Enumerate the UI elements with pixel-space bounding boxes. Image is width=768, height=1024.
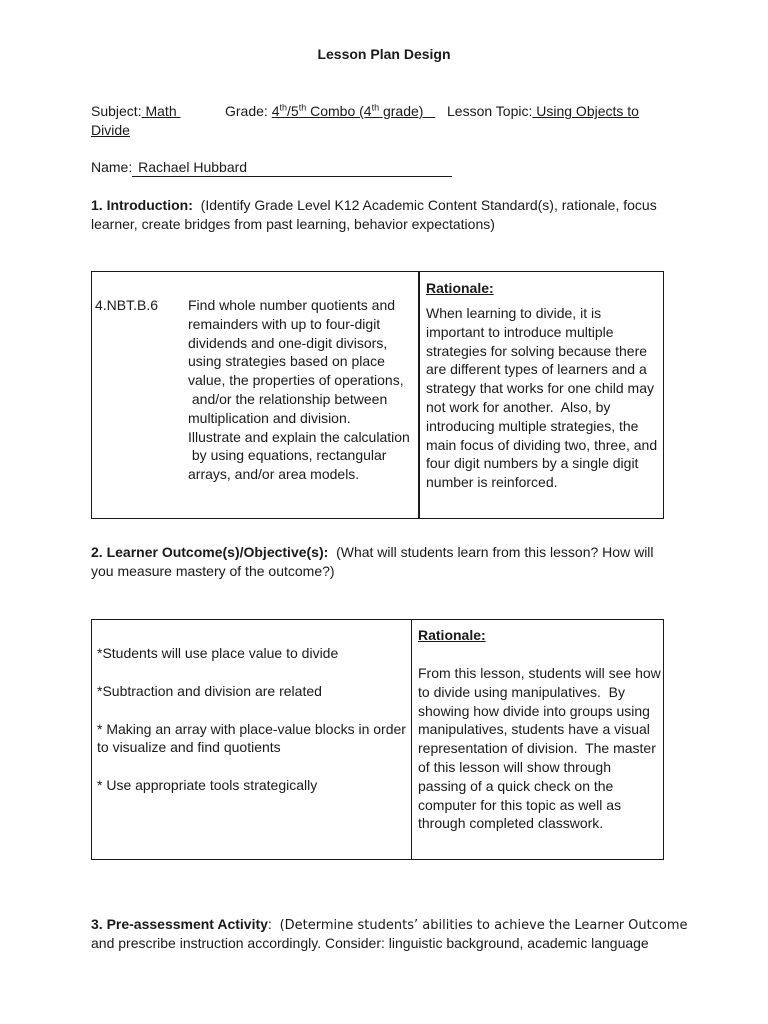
- rationale-text: When learning to divide, it is important to introduce multiple strategies for solving because there are different types of learners and a strategy that works for one child may not work for another. Also, by introducing multiple strategies, the main focus of dividing two, three, and four digit numbers by a single digit number is reinforced.: [426, 305, 658, 491]
- objective-item: * Making an array with place-value blocks in order: [97, 720, 406, 737]
- topic-field: [447, 102, 639, 120]
- section2-desc-2: you measure mastery of the outcome?): [91, 563, 335, 579]
- section2-heading: 2. Learner Outcome(s)/Objective(s):: [91, 544, 329, 560]
- section1-desc-2: learner, create bridges from past learning, behavior expectations): [91, 216, 495, 232]
- topic-value: Using Objects to: [532, 103, 639, 119]
- topic-label: Lesson Topic:: [447, 103, 533, 119]
- section2-heading-line: [91, 543, 691, 561]
- section3-heading-line: 3. Pre-assessment Activity: (Determine students’ abilities to achieve the Learner Outcome: [91, 916, 688, 933]
- name-label: Name:: [91, 159, 133, 175]
- section1-heading: 1. Introduction:: [91, 197, 193, 213]
- rationale-heading: Rationale:: [426, 280, 494, 296]
- table-divider: [418, 272, 420, 518]
- grade-label: Grade:: [225, 103, 268, 119]
- name-value: Rachael Hubbard: [132, 158, 452, 177]
- grade-field: [225, 102, 435, 120]
- objective-item: *Subtraction and division are related: [97, 682, 322, 699]
- objective-item-continued: to visualize and find quotients: [97, 739, 281, 756]
- section1-heading-line: [91, 196, 691, 214]
- objectives-table: [91, 619, 664, 860]
- section3-heading: 3. Pre-assessment Activity: [91, 916, 268, 932]
- objectives-list: [97, 644, 409, 795]
- standard-description: Find whole number quotients and remainders with up to four-digit dividends and one-digit divisors, using strategies based on place value, the properties of operations, and/or the relationship between multiplication and division. Illustrate and explain the calculation by using equations, rectangular arrays, and/or area models.: [188, 297, 410, 483]
- rationale-text: From this lesson, students will see how to divide using manipulatives. By showing how divide into groups using manipulatives, students have a visual representation of division. The master of this lesson will show through passing of a quick check on the computer for this topic as well as through completed classwork.: [418, 665, 661, 832]
- page-title: Lesson Plan Design: [317, 46, 451, 62]
- standard-code: 4.NBT.B.6: [95, 297, 159, 313]
- name-field: [91, 158, 452, 177]
- section3-desc-1: (Determine students’ abilities to achieve the Learner Outcome: [279, 918, 688, 933]
- standards-table: [91, 271, 664, 519]
- section2-desc-1: (What will students learn from this lesson? How will: [336, 544, 654, 560]
- subject-label: Subject:: [91, 103, 142, 119]
- topic-value-continued: Divide: [91, 122, 130, 138]
- table-divider: [411, 620, 412, 859]
- rationale-heading: Rationale:: [418, 627, 486, 643]
- section1-desc-1: (Identify Grade Level K12 Academic Content Standard(s), rationale, focus: [200, 197, 657, 213]
- section3-desc-2: and prescribe instruction accordingly. Consider: linguistic background, academic language: [91, 935, 649, 951]
- grade-value: 4th/5th Combo (4th grade): [271, 102, 428, 119]
- objective-item: * Use appropriate tools strategically: [97, 777, 318, 794]
- subject-value: Math: [141, 103, 181, 119]
- objective-item: *Students will use place value to divide: [97, 645, 339, 661]
